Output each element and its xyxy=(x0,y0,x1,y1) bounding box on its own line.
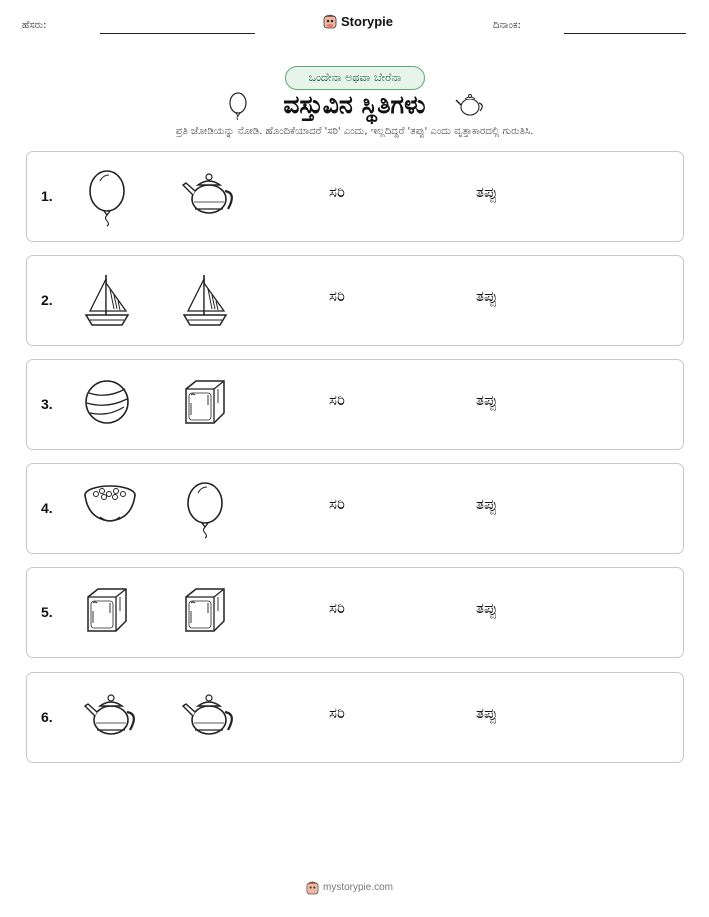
teapot-icon xyxy=(180,169,240,223)
question-number: 6. xyxy=(41,709,53,725)
teapot-icon xyxy=(180,690,240,744)
question-card xyxy=(26,151,684,242)
option-no[interactable]: ತಪ್ಪು xyxy=(476,287,498,305)
option-yes[interactable]: ಸರಿ xyxy=(329,183,345,201)
page-title: ವಸ್ತುವಿನ ಸ್ಥಿತಿಗಳು xyxy=(283,90,426,119)
balloon-icon xyxy=(180,481,230,543)
name-field[interactable] xyxy=(100,33,255,34)
option-yes[interactable]: ಸರಿ xyxy=(329,495,345,513)
option-no[interactable]: ತಪ್ಪು xyxy=(476,599,498,617)
question-number: 5. xyxy=(41,604,53,620)
option-no[interactable]: ತಪ್ಪು xyxy=(476,183,498,201)
option-yes[interactable]: ಸರಿ xyxy=(329,704,345,722)
question-card xyxy=(26,359,684,450)
question-card xyxy=(26,463,684,554)
teapot-icon xyxy=(455,92,487,118)
question-number: 1. xyxy=(41,188,53,204)
question-number: 4. xyxy=(41,500,53,516)
brand-logo xyxy=(323,13,393,29)
ball-icon xyxy=(82,377,132,431)
question-number: 2. xyxy=(41,292,53,308)
balloon-icon xyxy=(82,169,132,231)
question-number: 3. xyxy=(41,396,53,412)
storypie-mascot-icon xyxy=(323,13,337,29)
name-label: ಹೆಸರು: xyxy=(22,20,47,31)
instructions: ಪ್ರತಿ ಜೋಡಿಯನ್ನು ನೋಡಿ. ಹೊಂದಿಕೆಯಾದರೆ 'ಸರಿ' ಎಂದು, ಇಲ್ಲದಿದ್ದರೆ 'ತಪ್ಪು' ಎಂದು ವೃತ್ತಾಕಾರದಲ್ಲಿ ಗುರುತಿಸಿ. xyxy=(175,126,534,137)
date-label: ದಿನಾಂಕ: xyxy=(493,20,521,31)
date-field[interactable] xyxy=(564,33,686,34)
question-card xyxy=(26,672,684,763)
option-no[interactable]: ತಪ್ಪು xyxy=(476,495,498,513)
brand-name: Storypie xyxy=(341,13,394,29)
ice-cube-icon xyxy=(180,585,230,639)
sailboat-icon xyxy=(82,273,132,333)
question-card xyxy=(26,567,684,658)
footer-url: mystorypie.com xyxy=(323,882,394,893)
option-no[interactable]: ತಪ್ಪು xyxy=(476,704,498,722)
sailboat-icon xyxy=(180,273,230,333)
option-yes[interactable]: ಸರಿ xyxy=(329,599,345,617)
option-yes[interactable]: ಸರಿ xyxy=(329,391,345,409)
storypie-mascot-icon xyxy=(306,880,319,895)
option-yes[interactable]: ಸರಿ xyxy=(329,287,345,305)
footer xyxy=(306,880,393,895)
ice-cube-icon xyxy=(180,377,230,431)
topic-badge: ಒಂದೇನಾ ಅಥವಾ ಬೇರೆನಾ xyxy=(285,66,425,90)
option-no[interactable]: ತಪ್ಪು xyxy=(476,391,498,409)
cereal-bowl-icon xyxy=(82,481,138,529)
question-card xyxy=(26,255,684,346)
teapot-icon xyxy=(82,690,142,744)
ice-cube-icon xyxy=(82,585,132,639)
